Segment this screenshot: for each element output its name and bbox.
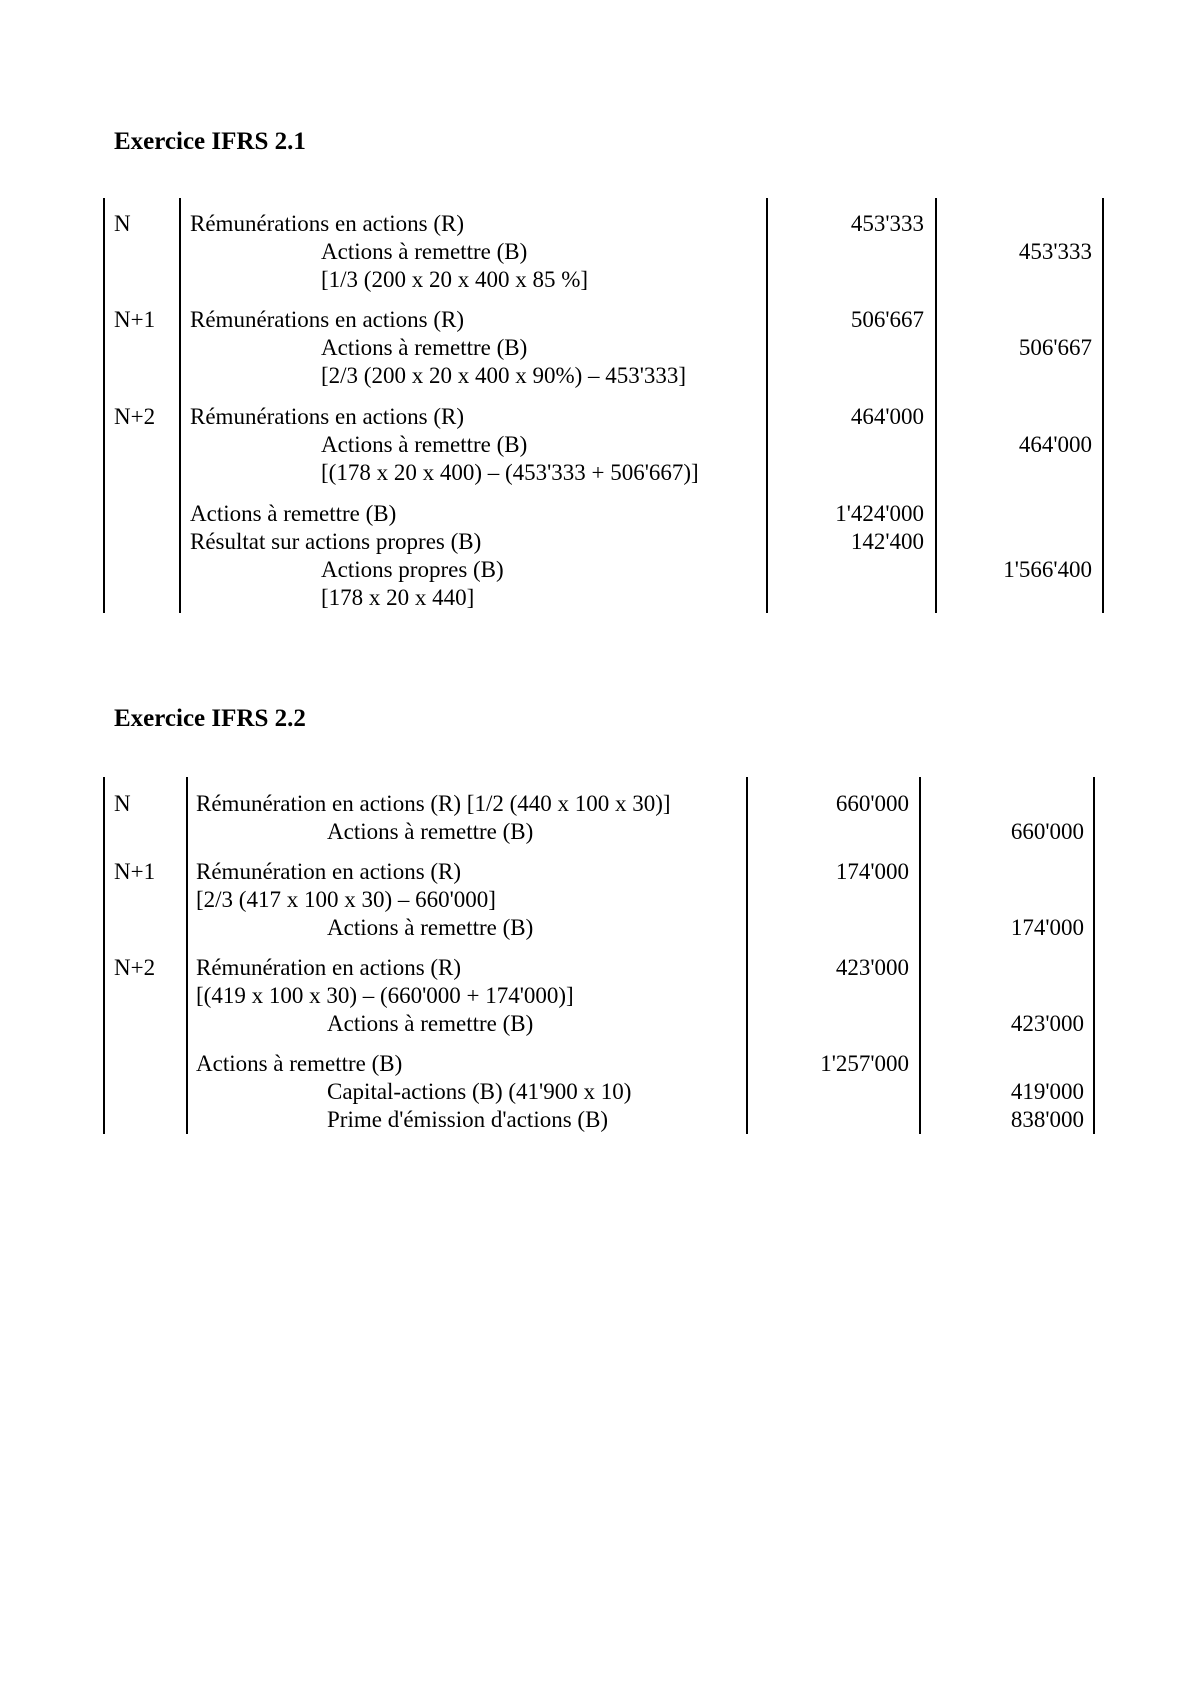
account-label: Rémunérations en actions (R): [190, 404, 465, 429]
account-label: Actions à remettre (B): [327, 915, 534, 940]
journal-row: [0, 1106, 1200, 1134]
account-label: Rémunération en actions (R): [196, 859, 462, 884]
debit-amount: 506'667: [850, 307, 924, 332]
account-label: Actions propres (B): [321, 557, 504, 582]
debit-amount: 423'000: [835, 955, 909, 980]
credit-amount: 453'333: [1018, 239, 1092, 264]
journal-row: [0, 982, 1200, 1010]
journal-row: [0, 266, 1200, 294]
calculation-note: [1/3 (200 x 20 x 400 x 85 %]: [321, 267, 589, 292]
account-label: Capital-actions (B) (41'900 x 10): [327, 1079, 632, 1104]
debit-amount: 453'333: [850, 211, 924, 236]
debit-amount: 1'257'000: [820, 1051, 909, 1076]
journal-row: [0, 790, 1200, 818]
credit-amount: 464'000: [1018, 432, 1092, 457]
journal-row: [0, 556, 1200, 584]
journal-row: [0, 1010, 1200, 1038]
journal-row: [0, 858, 1200, 886]
period-label: N+1: [114, 859, 156, 884]
journal-row: [0, 954, 1200, 982]
account-label: Rémunération en actions (R): [196, 955, 462, 980]
journal-row: [0, 431, 1200, 459]
period-label: N: [114, 791, 131, 816]
credit-amount: 660'000: [1010, 819, 1084, 844]
calculation-note: [(419 x 100 x 30) – (660'000 + 174'000)]: [196, 983, 574, 1008]
debit-amount: 464'000: [850, 404, 924, 429]
account-label: Actions à remettre (B): [321, 335, 528, 360]
journal-row: [0, 459, 1200, 487]
credit-amount: 174'000: [1010, 915, 1084, 940]
journal-row: [0, 403, 1200, 431]
calculation-note: [178 x 20 x 440]: [321, 585, 475, 610]
journal-row: [0, 914, 1200, 942]
account-label: Rémunération en actions (R) [1/2 (440 x 100 x 30)]: [196, 791, 671, 816]
calculation-note: [2/3 (417 x 100 x 30) – 660'000]: [196, 887, 496, 912]
account-label: Actions à remettre (B): [190, 501, 397, 526]
period-label: N: [114, 211, 131, 236]
calculation-note: [2/3 (200 x 20 x 400 x 90%) – 453'333]: [321, 363, 687, 388]
credit-amount: 506'667: [1018, 335, 1092, 360]
exercise-2-journal: [0, 777, 1200, 1134]
debit-amount: 660'000: [835, 791, 909, 816]
period-label: N+1: [114, 307, 156, 332]
journal-row: [0, 306, 1200, 334]
debit-amount: 1'424'000: [835, 501, 924, 526]
debit-amount: 174'000: [835, 859, 909, 884]
account-label: Rémunérations en actions (R): [190, 211, 465, 236]
credit-amount: 419'000: [1010, 1079, 1084, 1104]
account-label: Prime d'émission d'actions (B): [327, 1107, 609, 1132]
account-label: Résultat sur actions propres (B): [190, 529, 482, 554]
period-label: N+2: [114, 955, 156, 980]
journal-row: [0, 362, 1200, 390]
account-label: Actions à remettre (B): [321, 239, 528, 264]
account-label: Actions à remettre (B): [321, 432, 528, 457]
journal-row: [0, 500, 1200, 528]
account-label: Actions à remettre (B): [196, 1051, 403, 1076]
account-label: Actions à remettre (B): [327, 1011, 534, 1036]
credit-amount: 423'000: [1010, 1011, 1084, 1036]
journal-row: [0, 334, 1200, 362]
exercise-2-title: Exercice IFRS 2.2: [114, 705, 306, 732]
journal-row: [0, 1050, 1200, 1078]
exercise-1-title: Exercice IFRS 2.1: [114, 128, 306, 155]
debit-amount: 142'400: [850, 529, 924, 554]
period-label: N+2: [114, 404, 156, 429]
account-label: Rémunérations en actions (R): [190, 307, 465, 332]
journal-row: [0, 238, 1200, 266]
journal-row: [0, 528, 1200, 556]
calculation-note: [(178 x 20 x 400) – (453'333 + 506'667)]: [321, 460, 699, 485]
credit-amount: 1'566'400: [1003, 557, 1092, 582]
journal-row: [0, 1078, 1200, 1106]
journal-row: [0, 818, 1200, 846]
exercise-1-journal: [0, 198, 1200, 613]
account-label: Actions à remettre (B): [327, 819, 534, 844]
journal-row: [0, 886, 1200, 914]
credit-amount: 838'000: [1010, 1107, 1084, 1132]
journal-row: [0, 584, 1200, 612]
journal-row: [0, 210, 1200, 238]
